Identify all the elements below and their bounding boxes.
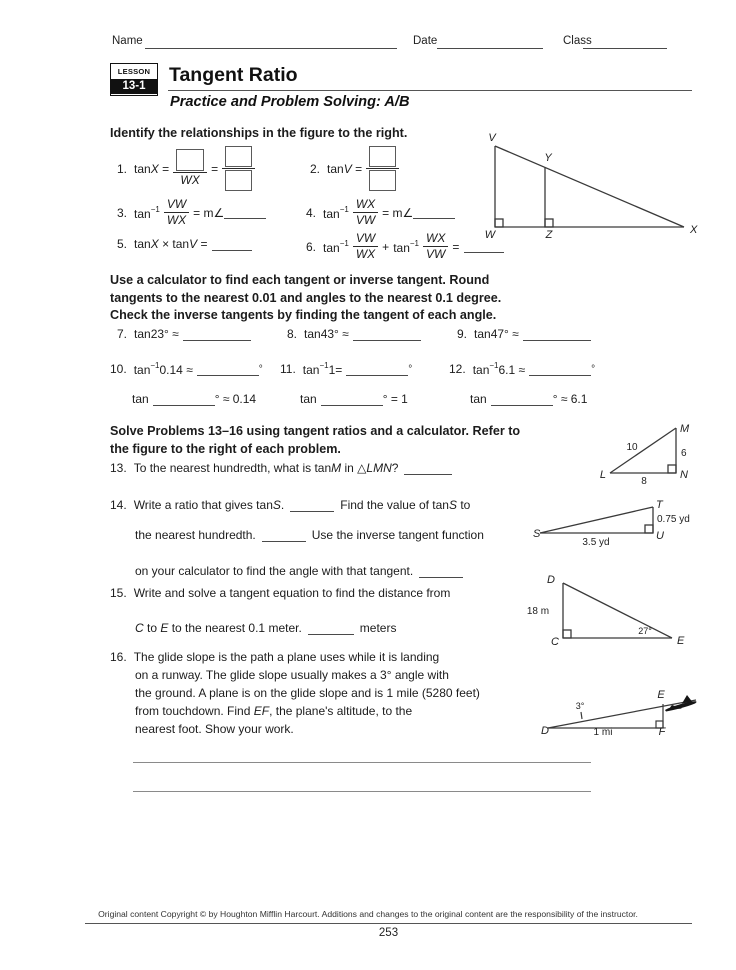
angle-27-label: 27° xyxy=(638,626,652,636)
fraction-box-over-wx xyxy=(173,149,207,187)
answer-blank[interactable] xyxy=(153,393,215,406)
vertex-label-d: D xyxy=(547,574,555,586)
answer-blank[interactable] xyxy=(224,206,266,219)
problem-4-function: $\tan^{-1}$ xyxy=(323,204,349,221)
problem-5-number: 5. xyxy=(117,237,128,251)
problem-16-number: 16. xyxy=(110,650,127,664)
vertex-label-u: U xyxy=(656,530,664,542)
work-line-1[interactable] xyxy=(133,762,591,763)
problem-16-line3: the ground. A plane is on the glide slope and is 1 mile (5280 feet) xyxy=(135,686,480,700)
lesson-number: 13-1 xyxy=(111,79,157,94)
figure-triangle-cde xyxy=(521,571,711,647)
answer-blank[interactable] xyxy=(346,363,408,376)
vertex-label-m: M xyxy=(680,423,690,435)
problem-1-number: 1. xyxy=(117,161,128,176)
answer-blank[interactable] xyxy=(419,565,463,578)
figure-triangle-lmn xyxy=(596,420,706,486)
problem-9-expression: tan47° ≈ xyxy=(474,327,519,341)
answer-blank[interactable] xyxy=(183,328,251,341)
vertex-label-c: C xyxy=(551,636,559,647)
class-label: Class xyxy=(563,35,592,47)
problem-6-function-1: $\tan^{-1}$ xyxy=(323,238,349,255)
problem-15-text2: C to E to the nearest 0.1 meter. xyxy=(135,621,302,635)
answer-box[interactable] xyxy=(176,149,204,171)
problem-12 xyxy=(449,361,595,377)
answer-blank[interactable] xyxy=(321,393,383,406)
problem-3-rhs: = m∠ xyxy=(193,205,225,220)
answer-blank[interactable] xyxy=(197,363,259,376)
problem-1-expression: tanX = xyxy=(134,161,170,176)
page-title: Tangent Ratio xyxy=(169,64,298,86)
problem-14-line2 xyxy=(135,528,484,542)
figure-triangle-stu xyxy=(531,497,726,549)
equals-sign: = xyxy=(452,239,460,254)
problem-16-line1 xyxy=(110,648,480,666)
problem-7 xyxy=(117,327,251,341)
vertex-label-n: N xyxy=(680,469,688,481)
class-line[interactable] xyxy=(583,48,667,49)
side-length-0-75yd: 0.75 yd xyxy=(657,514,690,525)
check-row-3 xyxy=(470,392,587,406)
answer-blank[interactable] xyxy=(523,328,591,341)
problem-14-number: 14. xyxy=(110,498,127,512)
copyright-text: Original content Copyright © by Houghton Mifflin Harcourt. Additions and changes to the original content are the responsibility of the instructor. xyxy=(98,909,638,919)
problem-2-number: 2. xyxy=(310,161,321,176)
check-2-tan: tan xyxy=(300,392,317,406)
problem-10-expression: $\tan^{-1}0.14$ ≈ xyxy=(133,361,193,377)
vertex-label-d2: D xyxy=(541,725,549,737)
degree-sign: ° xyxy=(408,363,413,375)
vertex-label-s: S xyxy=(533,528,541,540)
vertex-label-t: T xyxy=(656,499,663,511)
side-length-18m: 18 m xyxy=(526,606,550,617)
angle-3-label: 3° xyxy=(575,701,585,711)
problem-10 xyxy=(110,361,263,377)
figure-glide-slope xyxy=(533,686,733,742)
vertex-label-v: V xyxy=(488,132,496,144)
problem-9 xyxy=(457,327,591,341)
problem-15-number: 15. xyxy=(110,586,127,600)
side-length-3-5yd: 3.5 yd xyxy=(582,537,610,548)
problem-14-text5: on your calculator to find the angle with that tangent. xyxy=(135,564,414,578)
figure-triangle-vwxyz xyxy=(462,128,702,242)
answer-blank[interactable] xyxy=(308,622,354,635)
problem-14-text2: Find the value of tanS to xyxy=(340,498,471,512)
check-1-tan: tan xyxy=(132,392,149,406)
problem-4-number: 4. xyxy=(306,205,317,220)
section2-heading-line1: Use a calculator to find each tangent or inverse tangent. Round xyxy=(110,273,490,287)
answer-box[interactable] xyxy=(369,146,396,167)
problem-15-text1: Write and solve a tangent equation to find the distance from xyxy=(133,586,451,600)
section3-heading-line2: the figure to the right of each problem. xyxy=(110,441,341,456)
vertex-label-z: Z xyxy=(545,229,553,241)
section2-heading-line2: tangents to the nearest 0.01 and angles to the nearest 0.1 degree. xyxy=(110,290,502,305)
problem-15-line2 xyxy=(135,621,396,635)
problem-9-number: 9. xyxy=(457,327,468,341)
problem-14-line1 xyxy=(110,498,470,512)
problem-6 xyxy=(306,232,504,261)
check-3-value: ° ≈ 6.1 xyxy=(552,392,588,406)
answer-blank[interactable] xyxy=(212,238,252,251)
answer-blank[interactable] xyxy=(529,363,591,376)
plus-sign: + xyxy=(382,239,390,254)
check-row-2 xyxy=(300,392,408,406)
vertex-label-l: L xyxy=(599,469,606,481)
problem-11-expression: $\tan^{-1}1=$ xyxy=(302,361,343,377)
footer-rule xyxy=(85,923,692,924)
lesson-badge-word: LESSON xyxy=(117,66,151,76)
answer-box[interactable] xyxy=(225,146,252,167)
section2-heading-line3: Check the inverse tangents by finding the tangent of each angle. xyxy=(110,308,497,322)
section3-heading-line1: Solve Problems 13–16 using tangent ratios and a calculator. Refer to xyxy=(110,424,521,438)
problem-12-expression: $\tan^{-1}6.1$ ≈ xyxy=(472,361,526,377)
problem-13-number: 13. xyxy=(110,461,127,475)
problem-15-units: meters xyxy=(359,621,397,635)
problem-6-number: 6. xyxy=(306,239,317,254)
problem-3-number: 3. xyxy=(117,205,128,220)
answer-blank[interactable] xyxy=(353,328,421,341)
problem-16-text1: The glide slope is the path a plane uses while it is landing xyxy=(133,650,440,664)
problem-12-number: 12. xyxy=(449,362,466,376)
answer-blank[interactable] xyxy=(290,499,334,512)
problem-10-number: 10. xyxy=(110,362,127,376)
vertex-label-f: F xyxy=(658,726,666,738)
problem-16-line5: nearest foot. Show your work. xyxy=(135,722,294,736)
problem-8 xyxy=(287,327,421,341)
vertex-label-x: X xyxy=(690,224,698,236)
vertex-label-y: Y xyxy=(544,152,552,164)
degree-sign: ° xyxy=(258,363,263,375)
problem-13 xyxy=(110,461,452,475)
answer-blank[interactable] xyxy=(262,529,306,542)
problem-11-number: 11. xyxy=(280,362,296,376)
page-number: 253 xyxy=(378,927,399,939)
degree-sign: ° xyxy=(591,363,596,375)
problem-1 xyxy=(117,146,259,191)
problem-8-expression: tan43° ≈ xyxy=(304,327,349,341)
problem-16-line4: from touchdown. Find EF, the plane's altitude, to the xyxy=(135,704,413,718)
problem-16-line2: on a runway. The glide slope usually makes a 3° angle with xyxy=(135,668,449,682)
problem-7-expression: tan23° ≈ xyxy=(134,327,179,341)
check-row-1 xyxy=(132,392,256,406)
answer-blank[interactable] xyxy=(464,240,504,253)
name-line[interactable] xyxy=(145,48,397,49)
problem-14-text4: Use the inverse tangent function xyxy=(311,528,484,542)
fraction-wx-over-vw: $\frac{WX}{VW}$ xyxy=(423,232,448,261)
work-line-2[interactable] xyxy=(133,791,591,792)
check-3-tan: tan xyxy=(470,392,487,406)
fraction-wx-over-vw: $\frac{WX}{VW}$ xyxy=(353,198,378,227)
problem-14-text3: the nearest hundredth. xyxy=(135,528,256,542)
distance-1mi-label: 1 mi xyxy=(593,727,613,738)
problem-2 xyxy=(310,146,403,191)
problem-4 xyxy=(306,198,455,227)
problem-3 xyxy=(117,198,266,227)
fraction-vw-over-wx: $\frac{VW}{WX}$ xyxy=(164,198,189,227)
date-label: Date xyxy=(413,35,438,47)
section3-heading xyxy=(110,423,520,458)
fraction-box-over-box xyxy=(222,146,255,191)
check-1-value: ° ≈ 0.14 xyxy=(214,392,257,406)
problem-7-number: 7. xyxy=(117,327,128,341)
lesson-badge xyxy=(110,63,158,96)
date-line[interactable] xyxy=(437,48,543,49)
problem-14-line3 xyxy=(135,564,463,578)
vertex-label-e: E xyxy=(677,635,685,647)
problem-14-text1: Write a ratio that gives tanS. xyxy=(133,498,285,512)
fraction-denominator: WX xyxy=(180,173,200,188)
side-length-6: 6 xyxy=(681,448,687,459)
fraction-vw-over-wx: $\frac{VW}{WX}$ xyxy=(353,232,378,261)
problem-6-function-2: $\tan^{-1}$ xyxy=(393,238,419,255)
vertex-label-e2: E xyxy=(657,689,665,701)
check-2-value: ° = 1 xyxy=(382,392,408,406)
problem-16 xyxy=(110,648,480,738)
answer-blank[interactable] xyxy=(404,462,452,475)
vertex-label-w: W xyxy=(484,229,496,241)
equals-sign: = xyxy=(211,161,219,176)
section1-heading: Identify the relationships in the figure to the right. xyxy=(110,126,408,140)
answer-blank[interactable] xyxy=(491,393,553,406)
page-subtitle: Practice and Problem Solving: A/B xyxy=(170,94,410,110)
problem-2-expression: tanV = xyxy=(327,161,363,176)
problem-15-line1 xyxy=(110,586,450,600)
problem-13-text: To the nearest hundredth, what is tanM in △LMN? xyxy=(133,461,399,475)
problem-11 xyxy=(280,361,412,377)
problem-3-function: $\tan^{-1}$ xyxy=(134,204,160,221)
problem-4-rhs: = m∠ xyxy=(382,205,414,220)
side-length-8: 8 xyxy=(641,476,647,486)
answer-blank[interactable] xyxy=(413,206,455,219)
problem-8-number: 8. xyxy=(287,327,298,341)
section2-heading xyxy=(110,272,501,325)
answer-box[interactable] xyxy=(225,170,252,191)
problem-5 xyxy=(117,237,252,251)
name-label: Name xyxy=(112,35,143,47)
answer-box[interactable] xyxy=(369,170,396,191)
title-rule xyxy=(168,90,692,91)
problem-5-expression: tanX × tanV = xyxy=(134,237,208,251)
side-length-10: 10 xyxy=(626,442,638,453)
fraction-box-over-box xyxy=(366,146,399,191)
